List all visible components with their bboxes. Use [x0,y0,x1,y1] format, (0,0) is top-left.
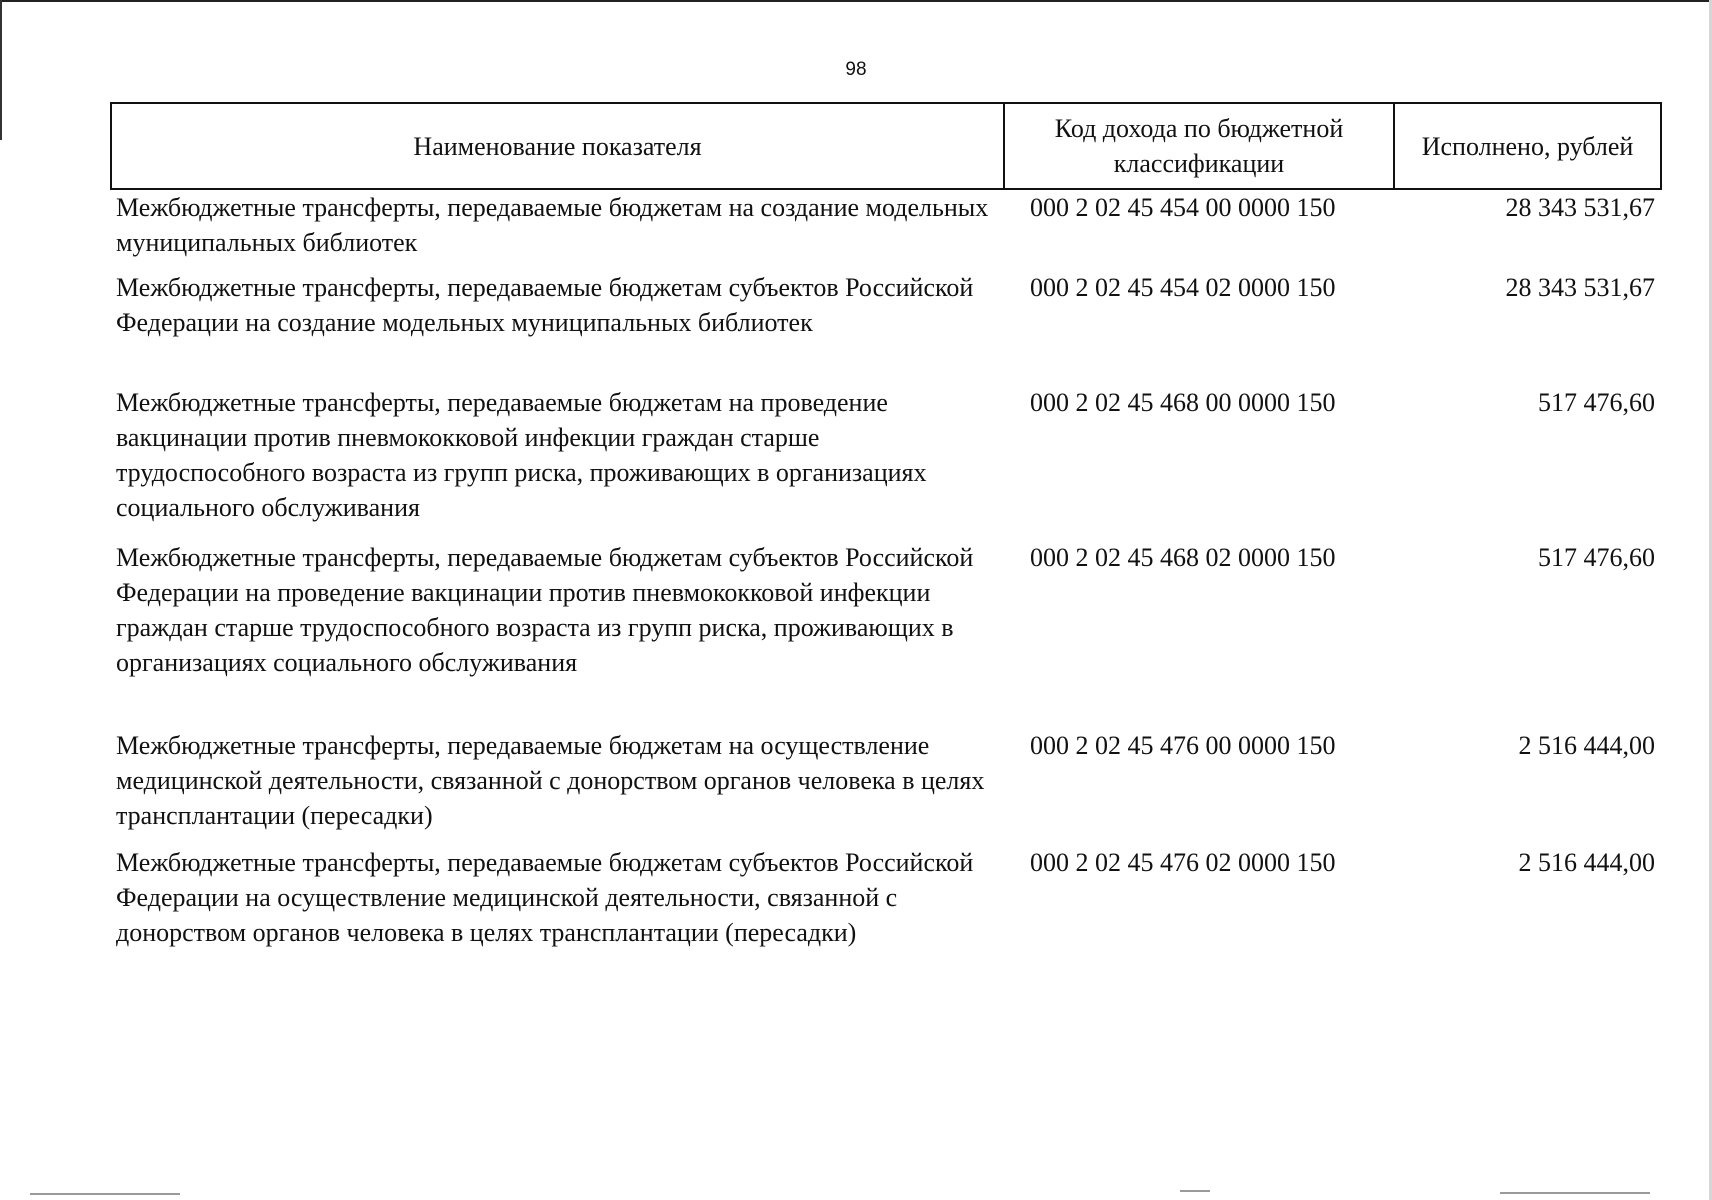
table-body [111,189,1661,990]
indicator-name-cell: Межбюджетные трансферты, передаваемые бюджетам субъектов Российской Федерации на осуществление медицинской деятельности, связанной с донорством органов человека в целях трансплантации (пересадки) [116,848,974,947]
header-indicator-name: Наименование показателя [111,103,1004,189]
scan-artifact [30,1193,180,1195]
table-row [111,845,1661,990]
income-code-cell: 000 2 02 45 468 00 0000 150 [1030,388,1336,417]
indicator-name-cell: Межбюджетные трансферты, передаваемые бюджетам на создание модельных муниципальных библиотек [116,193,989,257]
executed-amount-cell: 2 516 444,00 [1518,848,1655,877]
page-number: 98 [845,59,867,80]
scan-top-border [0,0,1712,2]
income-code-cell: 000 2 02 45 476 00 0000 150 [1030,731,1336,760]
header-income-code: Код дохода по бюджетной классификации [1004,103,1394,189]
executed-amount-cell: 28 343 531,67 [1505,193,1655,222]
income-code-cell: 000 2 02 45 468 02 0000 150 [1030,543,1336,572]
budget-income-table [110,102,1662,990]
executed-amount-cell: 2 516 444,00 [1518,731,1655,760]
table-header [111,103,1661,189]
table-row [111,189,1661,270]
table-header-row [111,103,1661,189]
indicator-name-cell: Межбюджетные трансферты, передаваемые бюджетам субъектов Российской Федерации на создание модельных муниципальных библиотек [116,273,974,337]
executed-amount-cell: 28 343 531,67 [1505,273,1655,302]
table-row [111,270,1661,385]
indicator-name-cell: Межбюджетные трансферты, передаваемые бюджетам на проведение вакцинации против пневмококковой инфекции граждан старше трудоспособного возраста из групп риска, проживающих в организациях социального обслуживания [116,388,927,522]
scan-artifact [1180,1190,1210,1192]
income-code-cell: 000 2 02 45 454 00 0000 150 [1030,193,1336,222]
table-row [111,385,1661,540]
indicator-name-cell: Межбюджетные трансферты, передаваемые бюджетам субъектов Российской Федерации на проведение вакцинации против пневмококковой инфекции граждан старше трудоспособного возраста из групп риска, проживающих в организациях социального обслуживания [116,543,974,677]
scan-artifact [1500,1192,1650,1194]
income-code-cell: 000 2 02 45 476 02 0000 150 [1030,848,1336,877]
executed-amount-cell: 517 476,60 [1538,543,1655,572]
header-executed-amount: Исполнено, рублей [1394,103,1661,189]
table-row [111,728,1661,845]
table-row [111,540,1661,728]
executed-amount-cell: 517 476,60 [1538,388,1655,417]
income-code-cell: 000 2 02 45 454 02 0000 150 [1030,273,1336,302]
indicator-name-cell: Межбюджетные трансферты, передаваемые бюджетам на осуществление медицинской деятельности, связанной с донорством органов человека в целях трансплантации (пересадки) [116,731,985,830]
